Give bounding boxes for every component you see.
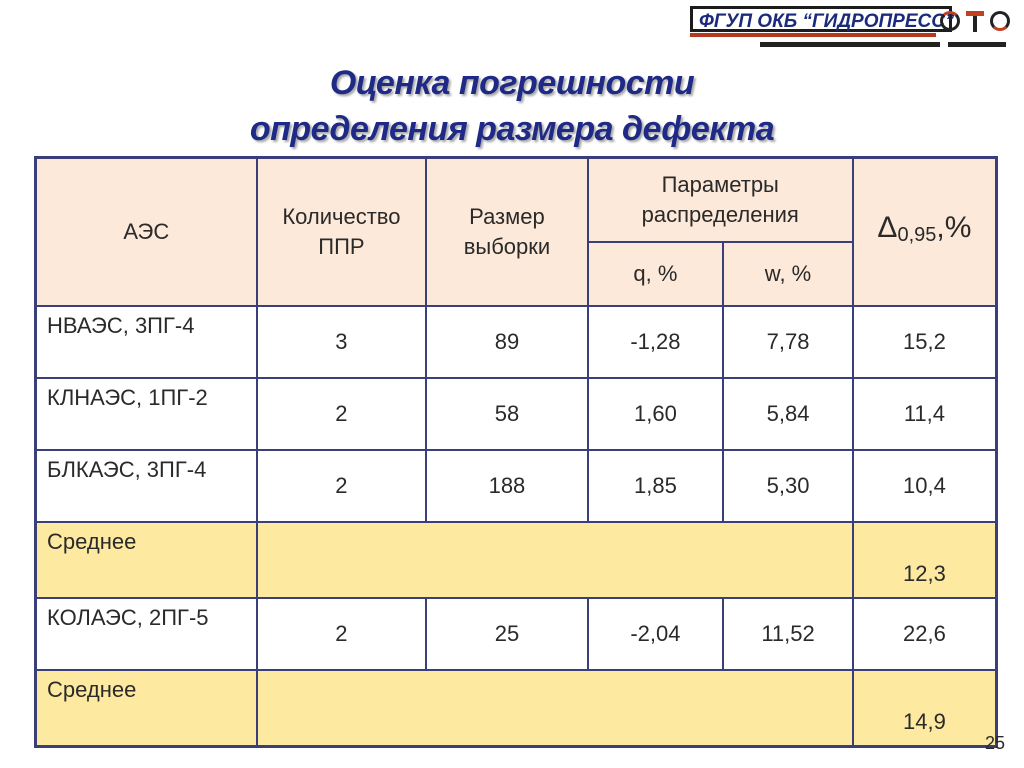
sample-cell: 25 xyxy=(426,598,587,670)
q-cell: -2,04 xyxy=(588,598,724,670)
count-cell: 3 xyxy=(257,306,427,378)
header-distribution-params: Параметры распределения xyxy=(588,158,853,242)
title-line-1: Оценка погрешности xyxy=(329,64,695,102)
count-cell: 2 xyxy=(257,378,427,450)
delta-symbol: Δ xyxy=(877,211,898,245)
q-cell: -1,28 xyxy=(588,306,724,378)
w-cell: 7,78 xyxy=(723,306,853,378)
page-number: 25 xyxy=(985,733,1006,753)
delta-subscript: 0,95 xyxy=(897,224,937,247)
average-empty-span xyxy=(257,522,853,598)
average-label: Среднее xyxy=(36,522,257,598)
logo-frame xyxy=(690,6,955,32)
sample-cell: 89 xyxy=(426,306,587,378)
spiral-icon xyxy=(990,11,1010,31)
average-empty-span xyxy=(257,670,853,747)
aes-name-cell: НВАЭС, 3ПГ-4 xyxy=(36,306,257,378)
delta-cell: 22,6 xyxy=(853,598,997,670)
w-cell: 5,30 xyxy=(723,450,853,522)
count-cell: 2 xyxy=(257,598,427,670)
header-w: w, % xyxy=(723,242,853,306)
w-cell: 5,84 xyxy=(723,378,853,450)
average-row xyxy=(36,522,997,598)
average-delta-cell: 14,9 xyxy=(853,670,997,747)
delta-cell: 11,4 xyxy=(853,378,997,450)
logo-underline-short xyxy=(948,42,1006,47)
logo-underline-red xyxy=(690,33,936,37)
header-q: q, % xyxy=(588,242,724,306)
delta-cell: 15,2 xyxy=(853,306,997,378)
logo-emblem xyxy=(940,9,1012,33)
t-shape-icon xyxy=(966,11,984,31)
aes-name-cell: КОЛАЭС, 2ПГ-5 xyxy=(36,598,257,670)
average-delta-cell: 12,3 xyxy=(853,522,997,598)
average-row xyxy=(36,670,997,747)
table-row xyxy=(36,450,997,522)
header-delta xyxy=(853,158,997,306)
spiral-icon xyxy=(940,11,960,31)
company-logo xyxy=(690,6,1010,48)
defect-size-error-table xyxy=(34,156,998,748)
logo-underline-dark xyxy=(760,42,940,47)
sample-cell: 58 xyxy=(426,378,587,450)
aes-name-cell: БЛКАЭС, 3ПГ-4 xyxy=(36,450,257,522)
logo-text: ФГУП ОКБ “ГИДРОПРЕСС” xyxy=(699,11,955,32)
header-sample-size: Размер выборки xyxy=(426,158,587,306)
aes-name-cell: КЛНАЭС, 1ПГ-2 xyxy=(36,378,257,450)
sample-cell: 188 xyxy=(426,450,587,522)
q-cell: 1,60 xyxy=(588,378,724,450)
header-aes: АЭС xyxy=(36,158,257,306)
title-line-2: определения размера дефекта xyxy=(249,110,775,148)
table-row xyxy=(36,378,997,450)
slide-title xyxy=(0,60,1024,152)
table-row xyxy=(36,306,997,378)
average-label: Среднее xyxy=(36,670,257,747)
w-cell: 11,52 xyxy=(723,598,853,670)
count-cell: 2 xyxy=(257,450,427,522)
delta-unit: ,% xyxy=(936,211,972,245)
q-cell: 1,85 xyxy=(588,450,724,522)
table-row xyxy=(36,598,997,670)
delta-cell: 10,4 xyxy=(853,450,997,522)
header-count: Количество ППР xyxy=(257,158,427,306)
